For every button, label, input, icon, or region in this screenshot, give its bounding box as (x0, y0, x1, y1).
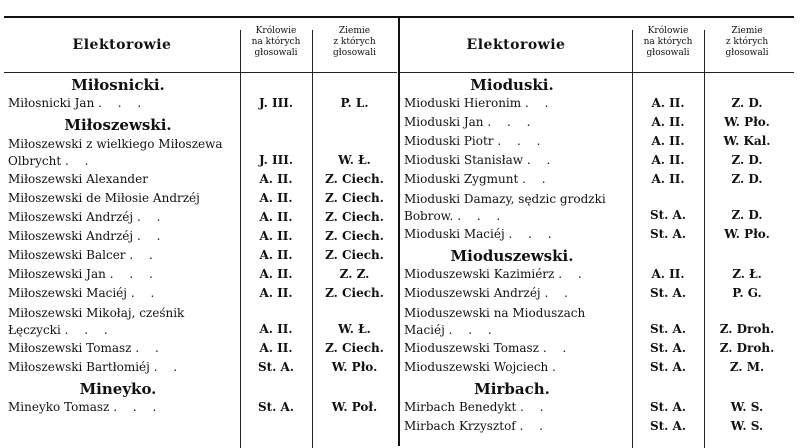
elector-row (4, 228, 397, 247)
king-cell: St. A. (649, 341, 687, 355)
elector-name (404, 286, 628, 300)
king-cell: A. II. (259, 172, 293, 186)
king-cell: J. III. (258, 96, 294, 110)
leader-dots: . . (135, 341, 165, 355)
elector-row (4, 266, 397, 285)
king-cell: A. II. (259, 341, 293, 355)
land-cell: Z. D. (731, 96, 763, 110)
right-column-header (400, 18, 794, 73)
elector-name (404, 134, 628, 148)
family-name: Mirbach. (474, 380, 550, 398)
elector-name-text: Miłoszewski z wielkiego Miłoszewa Olbrycht (8, 137, 223, 168)
king-cell: A. II. (259, 210, 293, 224)
land-cell: W. Pło. (724, 115, 770, 129)
elector-row (400, 152, 794, 171)
elector-row (4, 399, 397, 418)
elector-row (4, 135, 397, 171)
king-cell: St. A. (257, 400, 295, 414)
king-cell: St. A. (649, 360, 687, 374)
elector-name (8, 229, 236, 243)
king-cell: A. II. (259, 229, 293, 243)
leader-dots: . . (136, 229, 167, 243)
land-cell: Z. D. (731, 153, 763, 167)
elector-row (4, 95, 397, 114)
elector-name (404, 341, 628, 355)
leader-dots: . . (524, 96, 555, 110)
elector-name (8, 172, 236, 186)
king-cell: St. A. (257, 360, 295, 374)
elector-name-text: Mioduski Jan (404, 115, 484, 129)
leader-dots: . . (129, 248, 159, 262)
elector-header: Elektorowie (72, 37, 172, 53)
leader-dots: . . . (109, 267, 159, 281)
elector-name-text: Miłosnicki Jan (8, 96, 95, 110)
king-cell: A. II. (651, 267, 685, 281)
elector-row (400, 171, 794, 190)
king-cell: A. II. (259, 191, 293, 205)
elector-name (404, 115, 628, 129)
krolowie-header-line: Królowie (255, 26, 297, 36)
king-cell: St. A. (649, 208, 687, 222)
elector-name (404, 191, 628, 225)
elector-name-text: Mioduski Piotr (404, 134, 494, 148)
leader-dots: . . (153, 360, 184, 374)
elector-name-text: Mioduszewski Kazimiérz (404, 267, 555, 281)
leader-dots: . . . (497, 134, 547, 148)
elector-name (404, 96, 628, 110)
land-cell: Z. Ciech. (325, 172, 384, 186)
elector-name-text: Mioduszewski Wojciech (404, 360, 549, 374)
elector-name (404, 267, 628, 281)
family-heading (400, 74, 794, 95)
elector-name (8, 341, 236, 355)
elector-name-text: Miłoszewski Bartłomiéj (8, 360, 150, 374)
elector-name-text: Miłoszewski Alexander (8, 172, 148, 186)
elector-name (404, 305, 628, 339)
leader-dots: . (552, 360, 562, 374)
land-cell: Z. D. (731, 172, 763, 186)
elector-row (400, 399, 794, 418)
elector-row (400, 285, 794, 304)
elector-name-text: Miłoszewski Andrzéj (8, 229, 134, 243)
leader-dots: . . (522, 172, 552, 186)
krolowie-header-line: Królowie (647, 26, 689, 36)
krolowie-header-line: głosowali (254, 48, 298, 58)
king-cell: St. A. (649, 400, 687, 414)
ziemie-header (312, 26, 397, 59)
elector-name-text: Mioduszewski Andrzéj (404, 286, 541, 300)
elector-header: Elektorowie (466, 37, 566, 53)
elector-row (400, 359, 794, 378)
leader-dots: . . . (487, 115, 537, 129)
krolowie-header-line: na których (251, 37, 301, 47)
land-cell: Z. Ciech. (325, 210, 384, 224)
king-cell: J. III. (258, 153, 294, 167)
elector-name-text: Miłoszewski Maciéj (8, 286, 127, 300)
elector-name-text: Mirbach Krzysztof (404, 419, 516, 433)
king-cell: A. II. (651, 134, 685, 148)
land-cell: Z. Ł. (732, 267, 762, 281)
land-cell: P. L. (340, 96, 369, 110)
ziemie-header-line: Ziemie (731, 26, 763, 36)
elector-name (8, 248, 236, 262)
leader-dots: . . . (508, 227, 558, 241)
elector-name (8, 400, 236, 414)
land-cell: W. Poł. (331, 400, 378, 414)
king-cell: St. A. (649, 286, 687, 300)
elector-name-text: Miłoszewski Andrzéj (8, 210, 134, 224)
land-cell: Z. D. (731, 208, 763, 222)
family-name: Miłoszewski. (64, 116, 172, 134)
elector-row (4, 359, 397, 378)
elector-name (8, 96, 236, 110)
krolowie-header (240, 26, 312, 59)
land-cell: Z. Droh. (719, 341, 775, 355)
king-cell: A. II. (259, 267, 293, 281)
elector-name-text: Miłoszewski Balcer (8, 248, 126, 262)
elector-name-text: Mirbach Benedykt (404, 400, 517, 414)
leader-dots: . . (519, 419, 550, 433)
elector-row (4, 209, 397, 228)
elector-row (400, 190, 794, 226)
document-page (4, 6, 794, 446)
ziemie-header-line: głosowali (333, 48, 376, 58)
elector-row (400, 304, 794, 340)
leader-dots: . . . (448, 323, 498, 337)
king-cell: St. A. (649, 227, 687, 241)
ziemie-header-line: Ziemie (338, 26, 371, 36)
land-cell: Z. Ciech. (325, 229, 384, 243)
ziemie-header-line: z których (725, 37, 769, 47)
leader-dots: . . . (457, 209, 507, 223)
krolowie-header-line: na których (643, 37, 693, 47)
land-cell: W. Ł. (338, 322, 371, 336)
elector-row (400, 340, 794, 359)
land-cell: Z. Ciech. (325, 191, 384, 205)
elector-row (4, 171, 397, 190)
elector-name-text: Mineyko Tomasz (8, 400, 110, 414)
krolowie-header (632, 26, 704, 59)
leader-dots: . . (64, 154, 95, 168)
family-name: Mioduski. (470, 76, 554, 94)
king-cell: A. II. (259, 248, 293, 262)
land-cell: W. S. (730, 419, 764, 433)
elector-name-text: Mioduszewski na Mioduszach Maciéj (404, 306, 586, 337)
elector-row (4, 340, 397, 359)
elector-name (404, 400, 628, 414)
king-cell: A. II. (651, 172, 685, 186)
family-name: Mioduszewski. (450, 247, 574, 265)
elector-name-text: Miłoszewski Jan (8, 267, 106, 281)
elector-name-text: Mioduski Stanisław (404, 153, 524, 167)
leader-dots: . . (542, 341, 573, 355)
land-cell: W. Pło. (724, 227, 770, 241)
right-column (400, 18, 794, 448)
ziemie-header-line: z których (333, 37, 376, 47)
krolowie-header-line: głosowali (646, 48, 690, 58)
family-heading (4, 378, 397, 399)
king-cell: St. A. (649, 322, 687, 336)
leader-dots: . . (130, 286, 161, 300)
elector-row (400, 418, 794, 437)
elector-name (404, 419, 628, 433)
elector-name-text: Mioduski Damazy, sędzic grodzki Bobrow. (404, 192, 606, 223)
family-name: Miłosnicki. (71, 76, 165, 94)
elector-name (8, 136, 236, 170)
land-cell: P. G. (732, 286, 762, 300)
elector-name (8, 286, 236, 300)
land-cell: W. S. (730, 400, 764, 414)
elector-row (400, 95, 794, 114)
leader-dots: . . (520, 400, 550, 414)
land-cell: Z. Ciech. (325, 248, 384, 262)
elector-name-text: Mioduski Hieronim (404, 96, 522, 110)
land-cell: Z. M. (729, 360, 765, 374)
elector-name (404, 227, 628, 241)
king-cell: A. II. (259, 286, 293, 300)
elector-row (400, 114, 794, 133)
elector-name (8, 191, 236, 205)
land-cell: Z. Ciech. (325, 286, 384, 300)
king-cell: A. II. (651, 115, 685, 129)
king-cell: A. II. (259, 322, 293, 336)
left-column (4, 18, 397, 448)
leader-dots: . . (544, 286, 574, 300)
elector-row (4, 304, 397, 340)
left-rows (4, 74, 397, 418)
elector-name (404, 153, 628, 167)
elector-name-text: Miłoszewski Tomasz (8, 341, 132, 355)
elector-name-text: Miłoszewski Mikołaj, cześnik Łęczycki (8, 306, 185, 337)
elector-name-text: Mioduski Zygmunt (404, 172, 519, 186)
land-cell: Z. Ciech. (325, 341, 384, 355)
leader-dots: . . (558, 267, 588, 281)
king-cell: St. A. (649, 419, 687, 433)
ziemie-header (704, 26, 790, 59)
elector-name (8, 360, 236, 374)
elector-name (8, 305, 236, 339)
leader-dots: . . (526, 153, 557, 167)
elector-row (400, 133, 794, 152)
land-cell: W. Pło. (331, 360, 378, 374)
king-cell: A. II. (651, 153, 685, 167)
elector-row (4, 247, 397, 266)
elector-name-text: Miłoszewski de Miłosie Andrzéj (8, 191, 200, 205)
land-cell: Z. Z. (339, 267, 370, 281)
right-rows (400, 74, 794, 437)
elector-row (400, 266, 794, 285)
family-heading (400, 378, 794, 399)
elector-row (400, 226, 794, 245)
elector-name-text: Mioduski Maciéj (404, 227, 505, 241)
family-heading (4, 114, 397, 135)
land-cell: W. Kal. (723, 134, 771, 148)
family-name: Mineyko. (79, 380, 157, 398)
elector-name (404, 172, 628, 186)
left-column-header (4, 18, 397, 73)
ziemie-header-line: głosowali (725, 48, 769, 58)
leader-dots: . . . (98, 96, 148, 110)
king-cell: A. II. (651, 96, 685, 110)
leader-dots: . . (136, 210, 167, 224)
elector-row (4, 190, 397, 209)
land-cell: W. Ł. (338, 153, 371, 167)
elector-name (404, 360, 628, 374)
elector-name (8, 210, 236, 224)
elector-row (4, 285, 397, 304)
family-heading (400, 245, 794, 266)
land-cell: Z. Droh. (719, 322, 775, 336)
elector-name-text: Mioduszewski Tomasz (404, 341, 540, 355)
elector-name (8, 267, 236, 281)
family-heading (4, 74, 397, 95)
leader-dots: . . . (64, 323, 114, 337)
leader-dots: . . . (113, 400, 163, 414)
